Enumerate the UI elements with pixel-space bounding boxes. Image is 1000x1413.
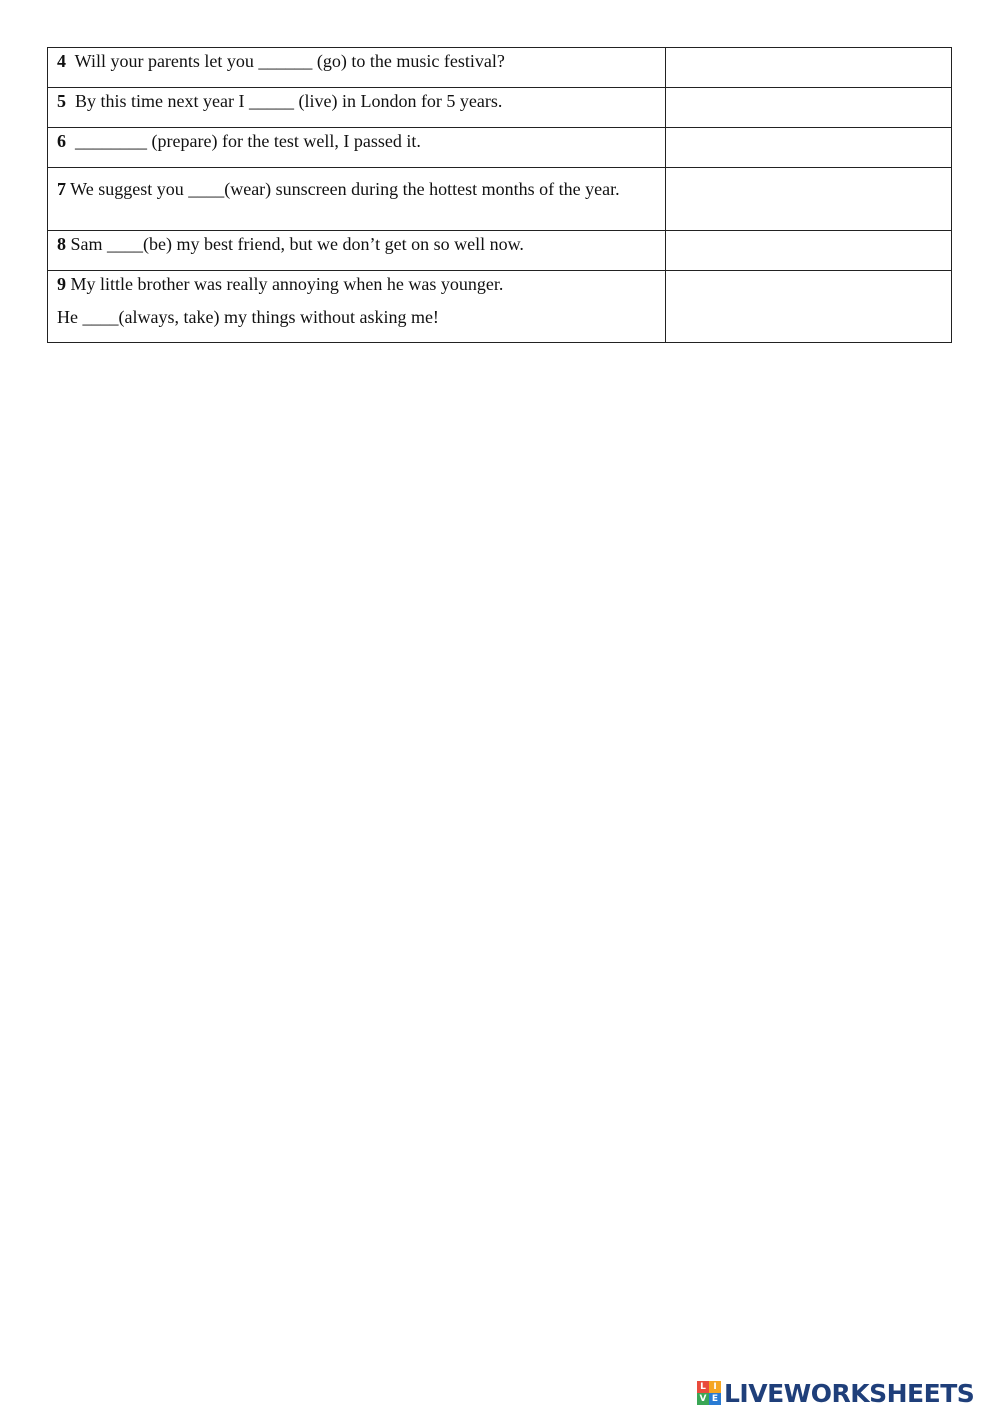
answer-cell[interactable] (665, 88, 951, 128)
table-row (48, 231, 952, 271)
question-cell (48, 128, 666, 168)
answer-input[interactable] (666, 168, 951, 230)
liveworksheets-logo-icon (697, 1381, 721, 1405)
question-number: 6 (57, 131, 66, 151)
logo-mark-letter: L (697, 1381, 709, 1393)
logo-mark-letter: I (709, 1381, 721, 1393)
answer-input[interactable] (666, 231, 951, 270)
answer-input[interactable] (666, 48, 951, 87)
question-cell (48, 168, 666, 231)
question-number: 7 (57, 179, 66, 199)
question-text: Will your parents let you ______ (go) to the music festival? (66, 51, 505, 71)
table-row (48, 88, 952, 128)
liveworksheets-logo (697, 1378, 974, 1408)
question-text: Sam ____(be) my best friend, but we don’t get on so well now. (66, 234, 524, 254)
answer-cell[interactable] (665, 48, 951, 88)
logo-text: LIVEWORKSHEETS (724, 1378, 975, 1408)
answer-cell[interactable] (665, 271, 951, 343)
logo-mark-letter: E (709, 1393, 721, 1405)
answer-cell[interactable] (665, 128, 951, 168)
answer-input[interactable] (666, 271, 951, 342)
answer-cell[interactable] (665, 231, 951, 271)
question-text: My little brother was really annoying when he was younger. (66, 274, 504, 294)
question-text: ________ (prepare) for the test well, I passed it. (66, 131, 421, 151)
table-row (48, 48, 952, 88)
table-row (48, 271, 952, 343)
question-number: 9 (57, 274, 66, 294)
question-text: By this time next year I _____ (live) in London for 5 years. (66, 91, 503, 111)
question-cell (48, 48, 666, 88)
question-text: We suggest you ____(wear) sunscreen during the hottest months of the year. (66, 179, 620, 199)
answer-input[interactable] (666, 88, 951, 127)
question-number: 8 (57, 234, 66, 254)
table-row (48, 168, 952, 231)
question-number: 4 (57, 51, 66, 71)
answer-input[interactable] (666, 128, 951, 167)
exercise-table (47, 47, 952, 343)
answer-cell[interactable] (665, 168, 951, 231)
table-row (48, 128, 952, 168)
question-text-line2: He ____(always, take) my things without asking me! (57, 307, 439, 327)
question-cell (48, 271, 666, 343)
question-number: 5 (57, 91, 66, 111)
question-cell (48, 231, 666, 271)
question-cell (48, 88, 666, 128)
logo-mark-letter: V (697, 1393, 709, 1405)
